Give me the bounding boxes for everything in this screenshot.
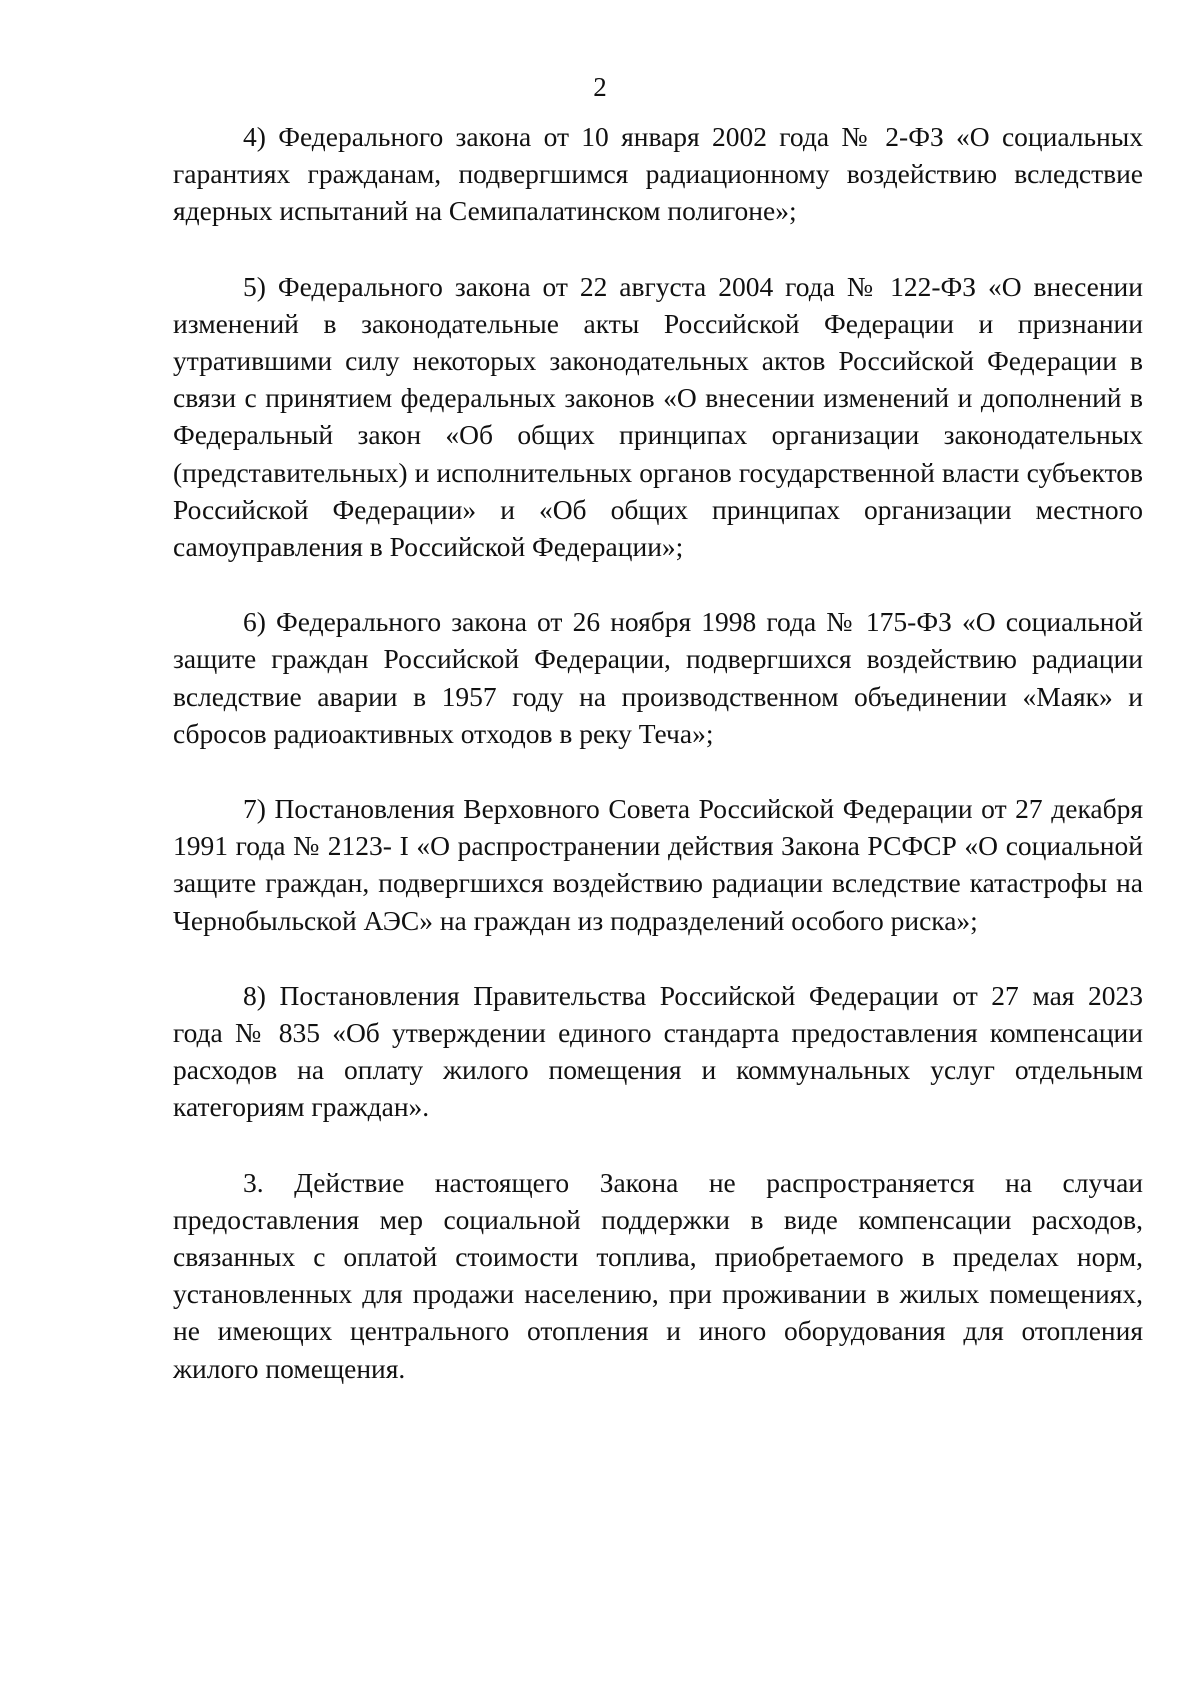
paragraph-item-8: 8) Постановления Правительства Российской Федерации от 27 мая 2023 года № 835 «Об утверждении единого стандарта предоставления компенсации расходов на оплату жилого помещения и коммунальных услуг отдельным категориям граждан». (173, 979, 1143, 1123)
paragraph-item-6: 6) Федерального закона от 26 ноября 1998 года № 175-ФЗ «О социальной защите граждан Российской Федерации, подвергшихся воздействию радиации вследствие аварии в 1957 году на производственном объединении «Маяк» и сбросов радиоактивных отходов в реку Теча»; (173, 606, 1143, 749)
document-body (173, 118, 1143, 1425)
paragraph-item-5: 5) Федерального закона от 22 августа 2004 года № 122-ФЗ «О внесении изменений в законодательные акты Российской Федерации и признании утратившими силу некоторых законодательных актов Российской Федерации в связи с принятием федеральных законов «О внесении изменений и дополнений в Федеральный закон «Об общих принципах организации законодательных (представительных) и исполнительных органов государственной власти субъектов Российской Федерации» и «Об общих принципах организации местного самоуправления в Российской Федерации»; (173, 270, 1143, 563)
paragraph-item-4: 4) Федерального закона от 10 января 2002 года № 2-ФЗ «О социальных гарантиях гражданам, подвергшимся радиационному воздействию вследствие ядерных испытаний на Семипалатинском полигоне»; (173, 121, 1143, 227)
paragraph-item-7: 7) Постановления Верховного Совета Российской Федерации от 27 декабря 1991 года № 2123- I «О распространении действия Закона РСФСР «О социальной защите граждан, подвергшихся воздействию радиации вследствие катастрофы на Чернобыльской АЭС» на граждан из подразделений особого риска»; (173, 793, 1143, 936)
paragraph-section-3: 3. Действие настоящего Закона не распространяется на случаи предоставления мер социальной поддержки в виде компенсации расходов, связанных с оплатой стоимости топлива, приобретаемого в пределах норм, установленных для продажи населению, при проживании в жилых помещениях, не имеющих центрального отопления и иного оборудования для отопления жилого помещения. (173, 1166, 1143, 1384)
page-number: 2 (593, 72, 607, 102)
